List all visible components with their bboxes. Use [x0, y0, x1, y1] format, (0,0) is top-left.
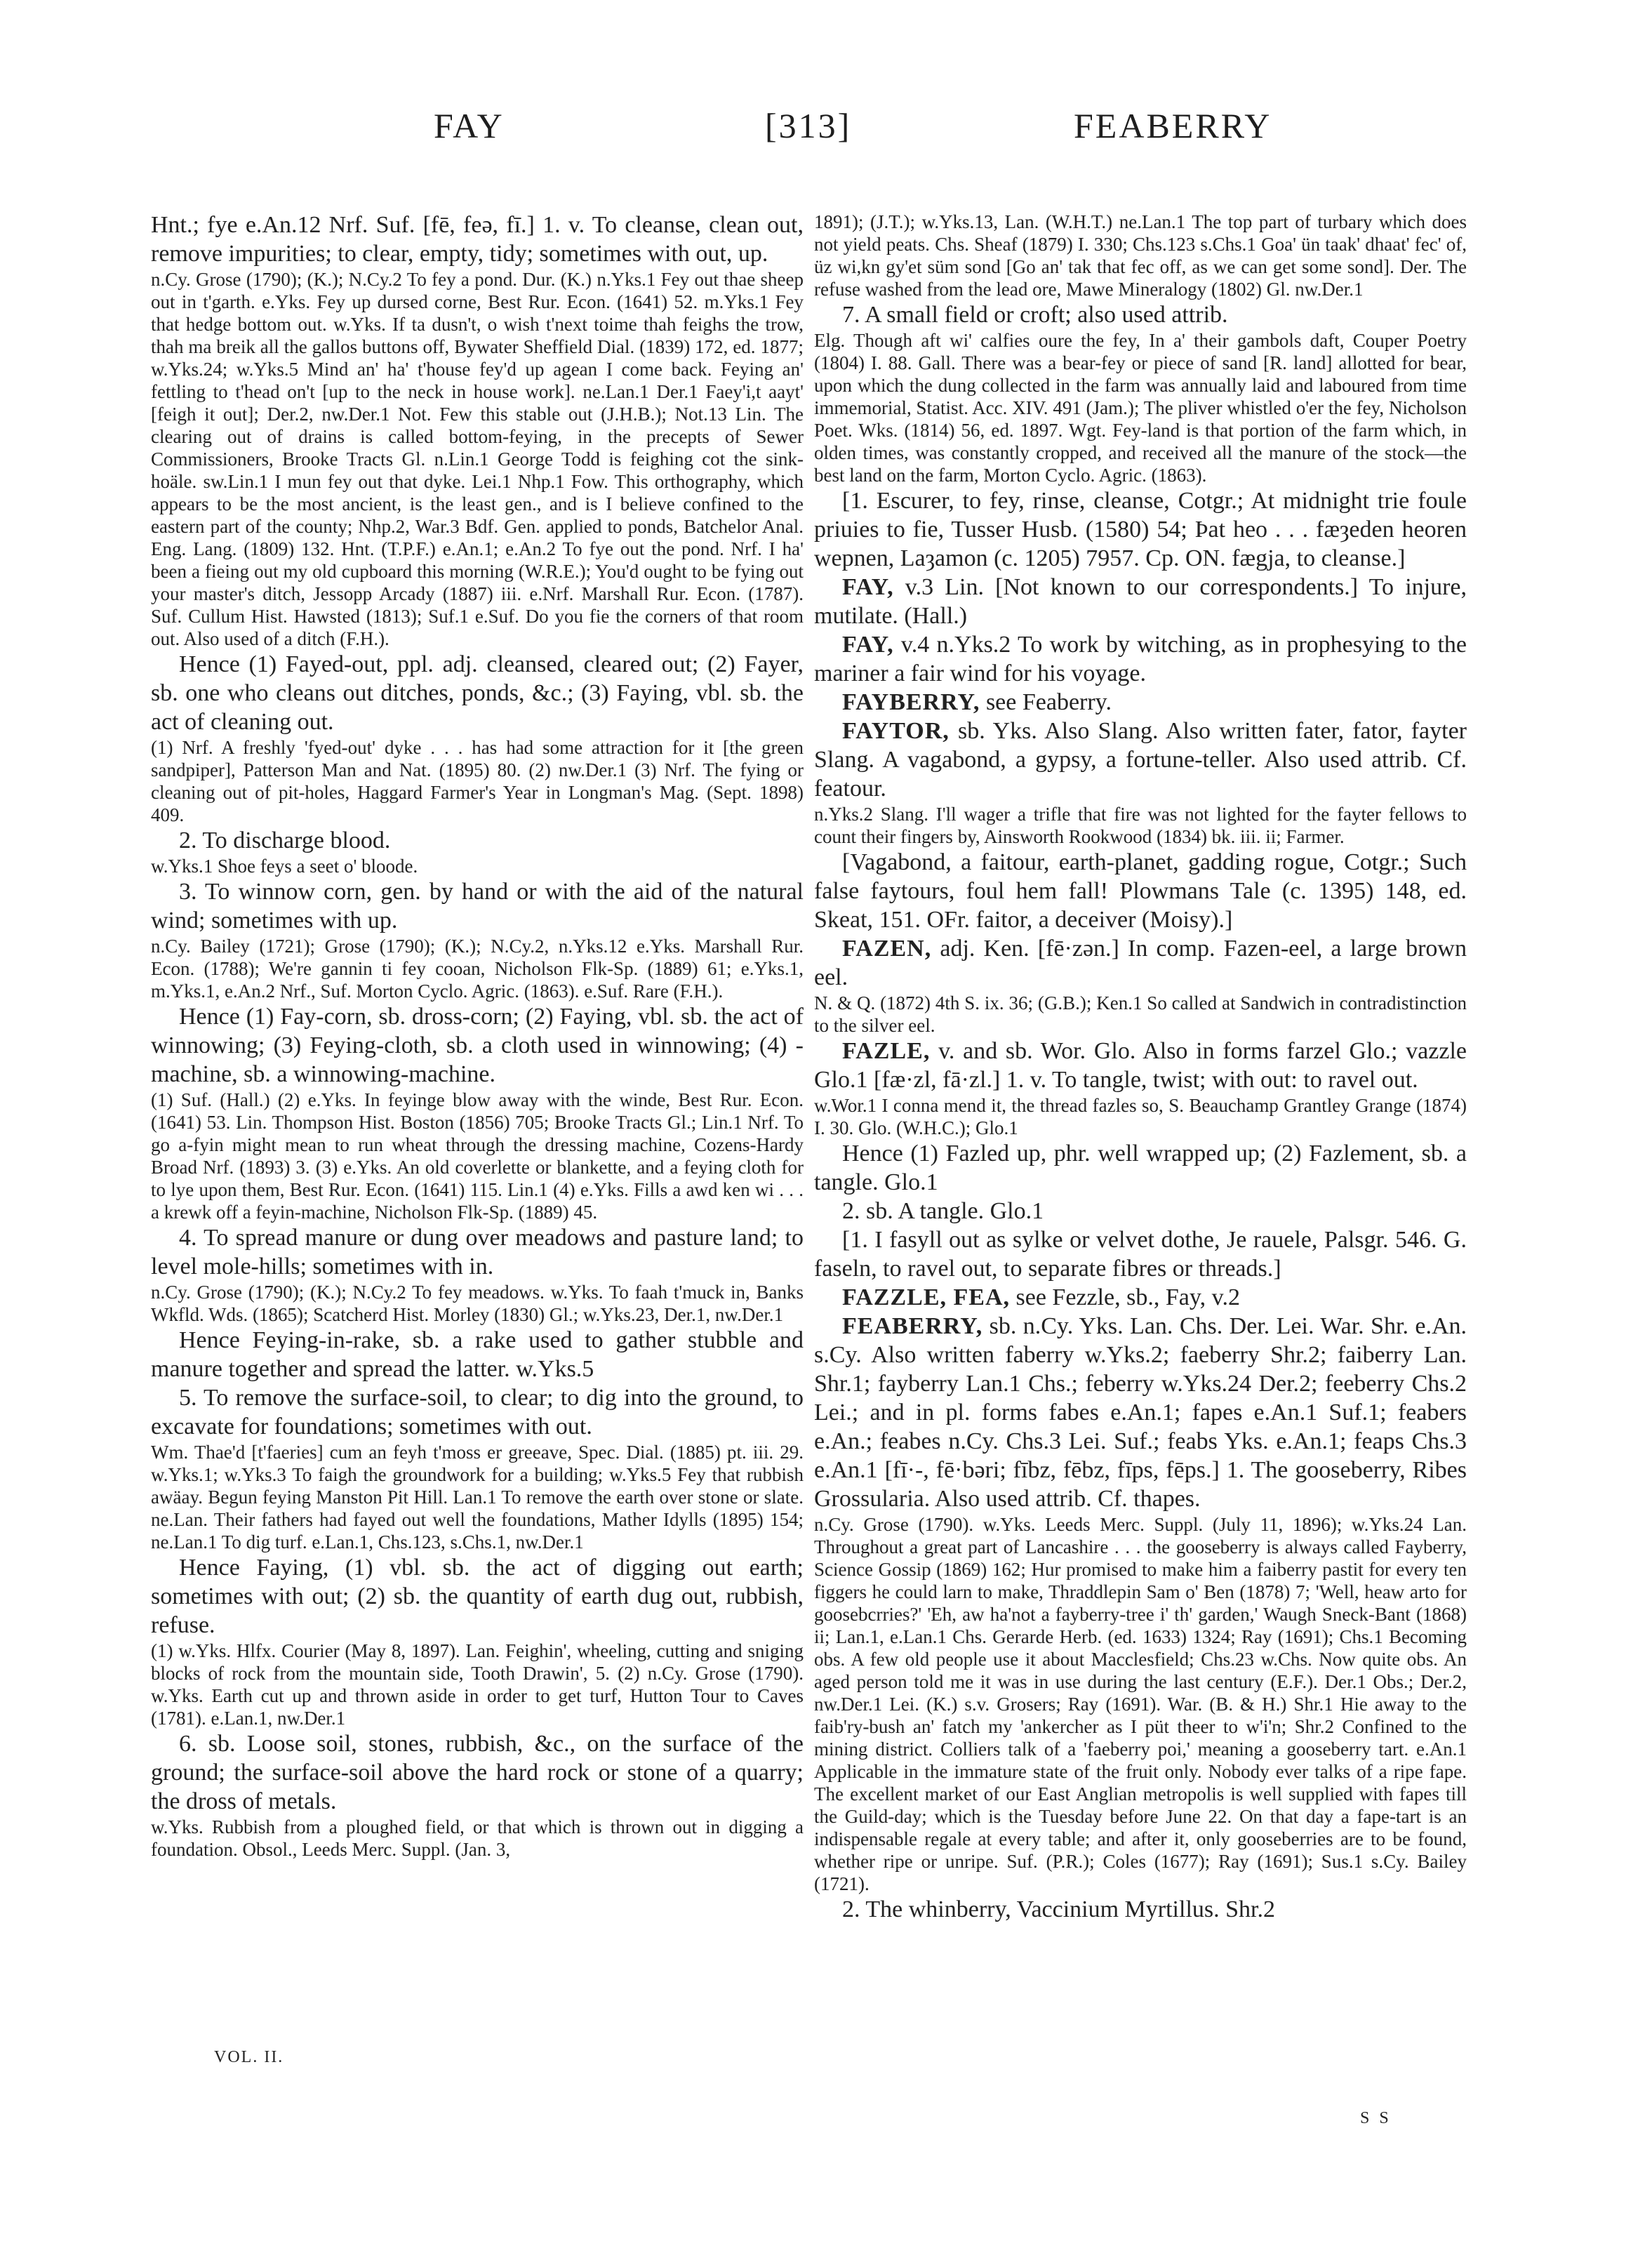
- definition-paragraph: Hence (1) Fayed-out, ppl. adj. cleansed, cleared out; (2) Fayer, sb. one who cleans out ditches, ponds, &c.; (3) Faying, vbl. sb. the act of cleaning out.: [151, 651, 804, 735]
- entry-definition: v.3 Lin. [Not known to our correspondents.] To injure, mutilate. (Hall.): [814, 574, 1467, 629]
- entry-definition: v. and sb. Wor. Glo. Also in forms farzel Glo.; vazzle Glo.1 [fæ·zl, fā·zl.] 1. v. To tangle, twist; with out: to ravel out.: [814, 1038, 1467, 1093]
- citation-paragraph: (1) Suf. (Hall.) (2) e.Yks. In feyinge blow away with the winde, Best Rur. Econ. (1641) 53. Lin. Thompson Hist. Boston (1856) 705; Brooke Tracts Gl.; Lin.1 Nrf. To go a-fyin might mean to run wheat through the dressing machine, Cozens-Hardy Broad Nrf. (1893) 3. (3) e.Yks. An old coverlette or blankette, and a feying cloth for to lye upon them, Best Rur. Econ. (1641) 115. Lin.1 (4) e.Yks. Fills a awd ken wi . . . a krewk off a feyin-machine, Nicholson Flk-Sp. (1889) 45.: [151, 1089, 804, 1223]
- definition-paragraph: Hence Faying, (1) vbl. sb. the act of digging out earth; sometimes with out; (2) sb. the quantity of earth dug out, rubbish, refuse.: [151, 1555, 804, 1638]
- entry-definition: v.4 n.Yks.2 To work by witching, as in prophesying to the mariner a fair wind for his voyage.: [814, 632, 1467, 686]
- citation-paragraph: n.Cy. Grose (1790); (K.); N.Cy.2 To fey a pond. Dur. (K.) n.Yks.1 Fey out thae sheep out in t'garth. e.Yks. Fey up dursed corne, Best Rur. Econ. (1641) 52. m.Yks.1 Fey that hedge bottom out. w.Yks. If ta dusn't, o wish t'next toime thah feighs the trow, thah ma breik all the gallos buttons off, Bywater Sheffield Dial. (1839) 172, ed. 1877; w.Yks.24; w.Yks.5 Mind an' ha' t'house fey'd up agean I come back. Feying an' fettling to t'head on't [up to the neck in house work]. ne.Lan.1 Der.1 Faey'i,t aayt' [feigh it out]; Der.2, nw.Der.1 Not. Few this stable out (J.H.B.); Not.13 Lin. The clearing out of drains is called bottom-feying, in the precepts of Sewer Commissioners, Brooke Tracts Gl. n.Lin.1 George Todd is feighing cot the sink-hoäle. sw.Lin.1 I mun fey out that dyke. Lei.1 Nhp.1 Fow. This orthography, which appears to be the most ancient, is the least gen., and is I believe confined to the eastern part of the county; Nhp.2, War.3 Bdf. Gen. applied to ponds, Batchelor Anal. Eng. Lang. (1809) 132. Hnt. (T.P.F.) e.An.1; e.An.2 To fye out the pond. Nrf. I ha' been a fieing out my old cupboard this morning (W.R.E.); You'd ought to be fying out your master's ditch, Jessopp Arcady (1887) iii. e.Nrf. Marshall Rur. Econ. (1787). Suf. Cullum Hist. Hawsted (1813); Suf.1 e.Suf. Do you fie the corners of that room out. Also used of a ditch (F.H.).: [151, 269, 804, 649]
- entry-definition: see Fezzle, sb., Fay, v.2: [1010, 1284, 1240, 1310]
- running-head-right: FEABERRY: [1074, 106, 1272, 145]
- citation-paragraph: w.Yks. Rubbish from a ploughed field, or that which is thrown out in digging a foundation. Obsol., Leeds Merc. Suppl. (Jan. 3,: [151, 1816, 804, 1860]
- citation-paragraph: Wm. Thae'd [t'faeries] cum an feyh t'moss er greeave, Spec. Dial. (1885) pt. iii. 29. w.Yks.1; w.Yks.3 To faigh the groundwork for a building; w.Yks.5 Fey that rubbish awäay. Begun feying Manston Pit Hill. Lan.1 To remove the earth over stone or slate. ne.Lan. Their fathers had fayed out well the foundations, Mather Idylls (1895) 154; ne.Lan.1 To dig turf. e.Lan.1, Chs.123, s.Chs.1, nw.Der.1: [151, 1442, 804, 1553]
- right-column: [814, 211, 1467, 2063]
- dictionary-entry: [814, 1312, 1467, 1513]
- definition-paragraph: Hnt.; fye e.An.12 Nrf. Suf. [fē, feə, fī.] 1. v. To cleanse, clean out, remove impurities; to clear, empty, tidy; sometimes with out, up.: [151, 212, 804, 267]
- citation-paragraph: (1) w.Yks. Hlfx. Courier (May 8, 1897). Lan. Feighin', wheeling, cutting and sniging blocks of rock from the mountain side, Tooth Drawin', 5. (2) n.Cy. Grose (1790). w.Yks. Earth cut up and thrown aside in order to get turf, Hutton Tour to Caves (1781). e.Lan.1, nw.Der.1: [151, 1640, 804, 1729]
- dictionary-entry: [814, 688, 1467, 717]
- page-header: [147, 105, 1495, 161]
- running-head-left: FAY: [434, 106, 505, 145]
- citation-paragraph: w.Yks.1 Shoe feys a seet o' bloode.: [151, 856, 418, 877]
- headword: FAYTOR,: [842, 718, 950, 744]
- dictionary-entry: [814, 934, 1467, 992]
- citation-paragraph: n.Yks.2 Slang. I'll wager a trifle that fire was not lighted for the fayter fellows to count their fingers by, Ainsworth Rookwood (1834) bk. iii. ii; Farmer.: [814, 804, 1467, 847]
- left-column: [151, 211, 804, 2063]
- entry-definition: see Feaberry.: [980, 689, 1112, 715]
- dictionary-entry: [814, 717, 1467, 803]
- definition-paragraph: [Vagabond, a faitour, earth-planet, gadding rogue, Cotgr.; Such false faytours, foul hem fall! Plowmans Tale (c. 1395) 148, ed. Skeat, 151. OFr. faitor, a deceiver (Moisy).]: [814, 849, 1467, 933]
- definition-paragraph: 7. A small field or croft; also used attrib.: [842, 302, 1228, 328]
- definition-paragraph: 2. To discharge blood.: [179, 827, 391, 853]
- headword: FAZLE,: [842, 1038, 931, 1064]
- volume-footer: VOL. II.: [214, 2048, 284, 2066]
- headword: FAY,: [842, 632, 894, 658]
- definition-paragraph: 3. To winnow corn, gen. by hand or with the aid of the natural wind; sometimes with up.: [151, 879, 804, 933]
- definition-paragraph: Hence (1) Fazled up, phr. well wrapped up; (2) Fazlement, sb. a tangle. Glo.1: [814, 1141, 1467, 1195]
- citation-paragraph: w.Wor.1 I conna mend it, the thread fazles so, S. Beauchamp Grantley Grange (1874) I. 30. Glo. (W.H.C.); Glo.1: [814, 1095, 1467, 1138]
- dictionary-entry: [814, 1037, 1467, 1094]
- entry-definition: adj. Ken. [fē·zən.] In comp. Fazen-eel, a large brown eel.: [814, 936, 1467, 990]
- citation-paragraph: n.Cy. Grose (1790). w.Yks. Leeds Merc. Suppl. (July 11, 1896); w.Yks.24 Lan. Throughout a great part of Lancashire . . . the gooseberry is always called Fayberry, Science Gossip (1869) 162; Hur promised to make him a faiberry pastit for every ten figgers he could larn to make, Thraddlepin Sam o' Ben (1878) 7; 'Well, heaw arto for goosebcrries?' 'Eh, aw ha'not a fayberry-tree i' th' garden,' Waugh Sneck-Bant (1868) ii; Lan.1, e.Lan.1 Chs. Gerarde Herb. (ed. 1633) 1324; Ray (1691); Chs.1 Becoming obs. A few old people use it about Macclesfield; Chs.23 w.Chs. Now quite obs. An aged person told me it was in use during the last century (E.F.). Der.1 Obs.; Der.2, nw.Der.1 Lei. (K.) s.v. Grosers; Ray (1691). War. (B. & H.) Shr.1 Hie away to the faib'ry-bush an' fatch my 'ankercher as I püt theer to w'i'n; Shr.2 Confined to the mining district. Colliers talk of a 'faeberry poi,' meaning a gooseberry tart. e.An.1 Applicable in the immature state of the fruit only. Nobody ever talks of a ripe fape. The excellent market of our East Anglian metropolis is well supplied with fapes till the Guild-day; which is the Tuesday before June 22. On that day a fape-tart is an indispensable regale at every table; and after it, only gooseberries are to be found, whether ripe or unripe. Suf. (P.R.); Coles (1677); Ray (1691); Sus.1 s.Cy. Bailey (1721).: [814, 1514, 1467, 1894]
- definition-paragraph: 5. To remove the surface-soil, to clear; to dig into the ground, to excavate for foundations; sometimes with out.: [151, 1385, 804, 1440]
- definition-paragraph: 2. sb. A tangle. Glo.1: [842, 1198, 1044, 1224]
- citation-paragraph: (1) Nrf. A freshly 'fyed-out' dyke . . . has had some attraction for it [the green sandpiper], Patterson Man and Nat. (1895) 80. (2) nw.Der.1 (3) Nrf. The fying or cleaning out of pit-holes, Haggard Farmer's Year in Longman's Mag. (Sept. 1898) 409.: [151, 737, 804, 825]
- citation-paragraph: 1891); (J.T.); w.Yks.13, Lan. (W.H.T.) ne.Lan.1 The top part of turbary which does not yield peats. Chs. Sheaf (1879) I. 330; Chs.123 s.Chs.1 Goa' ün taak' dhaat' fec' of, üz wi,kn gy'et süm sond [Go an' tak that fec off, as we can get some sond]. Der. The refuse washed from the lead ore, Mawe Mineralogy (1802) Gl. nw.Der.1: [814, 211, 1467, 300]
- dictionary-entry: [814, 630, 1467, 688]
- signature-mark: S S: [1360, 2109, 1392, 2127]
- headword: FAY,: [842, 574, 894, 600]
- headword: FEABERRY,: [842, 1313, 983, 1339]
- definition-paragraph: [1. I fasyll out as sylke or velvet dothe, Je rauele, Palsgr. 546. G. faseln, to ravel out, to separate fibres or threads.]: [814, 1227, 1467, 1282]
- citation-paragraph: N. & Q. (1872) 4th S. ix. 36; (G.B.); Ken.1 So called at Sandwich in contradistinction to the silver eel.: [814, 992, 1467, 1036]
- headword: FAZZLE, FEA,: [842, 1284, 1011, 1310]
- entry-definition: sb. Yks. Also Slang. Also written fater, fator, fayter Slang. A vagabond, a gypsy, a fortune-teller. Also used attrib. Cf. featour.: [814, 718, 1467, 802]
- definition-paragraph: 4. To spread manure or dung over meadows and pasture land; to level mole-hills; sometimes with in.: [151, 1225, 804, 1279]
- headword: FAYBERRY,: [842, 689, 980, 715]
- dictionary-entry: [814, 573, 1467, 630]
- headword: FAZEN,: [842, 936, 932, 962]
- citation-paragraph: n.Cy. Grose (1790); (K.); N.Cy.2 To fey meadows. w.Yks. To faah t'muck in, Banks Wkfld. Wds. (1865); Scatcherd Hist. Morley (1830) Gl.; w.Yks.23, Der.1, nw.Der.1: [151, 1282, 804, 1325]
- definition-paragraph: Hence Feying-in-rake, sb. a rake used to gather stubble and manure together and spread the latter. w.Yks.5: [151, 1327, 804, 1382]
- entry-definition: sb. n.Cy. Yks. Lan. Chs. Der. Lei. War. Shr. e.An. s.Cy. Also written faberry w.Yks.2; faeberry Shr.2; faiberry Lan. Shr.1; fayberry Lan.1 Chs.; feberry w.Yks.24 Der.2; feeberry Chs.2 Lei.; and in pl. forms fabes e.An.1; fapes e.An.1 Suf.1; feabers e.An.; feabes n.Cy. Chs.3 Lei. Suf.; feabs Yks. e.An.1; feaps Chs.3 e.An.1 [fī·-, fē·bəri; fībz, fēbz, fīps, fēps.] 1. The gooseberry, Ribes Grossularia. Also used attrib. Cf. thapes.: [814, 1313, 1467, 1512]
- definition-paragraph: Hence (1) Fay-corn, sb. dross-corn; (2) Faying, vbl. sb. the act of winnowing; (3) Feying-cloth, sb. a cloth used in winnowing; (4) -machine, sb. a winnowing-machine.: [151, 1004, 804, 1087]
- page-number: [313]: [765, 106, 852, 145]
- citation-paragraph: Elg. Though aft wi' calfies oure the fey, In a' their gambols daft, Couper Poetry (1804) I. 88. Gall. There was a bear-fey or piece of sand [R. land] allotted for bear, upon which the dung collected in the farm was annually laid and laboured from time immemorial, Statist. Acc. XIV. 491 (Jam.); The pliver whistled o'er the fey, Nicholson Poet. Wks. (1814) 56, ed. 1897. Wgt. Fey-land is that portion of the farm which, in olden times, was constantly cropped, and received all the manure of the stock—the best land on the farm, Morton Cyclo. Agric. (1863).: [814, 330, 1467, 486]
- definition-paragraph: 2. The whinberry, Vaccinium Myrtillus. Shr.2: [842, 1896, 1275, 1922]
- definition-paragraph: [1. Escurer, to fey, rinse, cleanse, Cotgr.; At midnight trie foule priuies to fie, Tusser Husb. (1580) 54; Þat heo . . . fæȝeden heoren wepnen, Laȝamon (c. 1205) 7957. Cp. ON. fægja, to cleanse.]: [814, 488, 1467, 571]
- definition-paragraph: 6. sb. Loose soil, stones, rubbish, &c., on the surface of the ground; the surface-soil above the hard rock or stone of a quarry; the dross of metals.: [151, 1731, 804, 1814]
- citation-paragraph: n.Cy. Bailey (1721); Grose (1790); (K.); N.Cy.2, n.Yks.12 e.Yks. Marshall Rur. Econ. (1788); We're gannin ti fey cooan, Nicholson Flk-Sp. (1889) 61; e.Yks.1, m.Yks.1, e.An.2 Nrf., Suf. Morton Cyclo. Agric. (1863). e.Suf. Rare (F.H.).: [151, 936, 804, 1002]
- dictionary-entry: [814, 1283, 1467, 1312]
